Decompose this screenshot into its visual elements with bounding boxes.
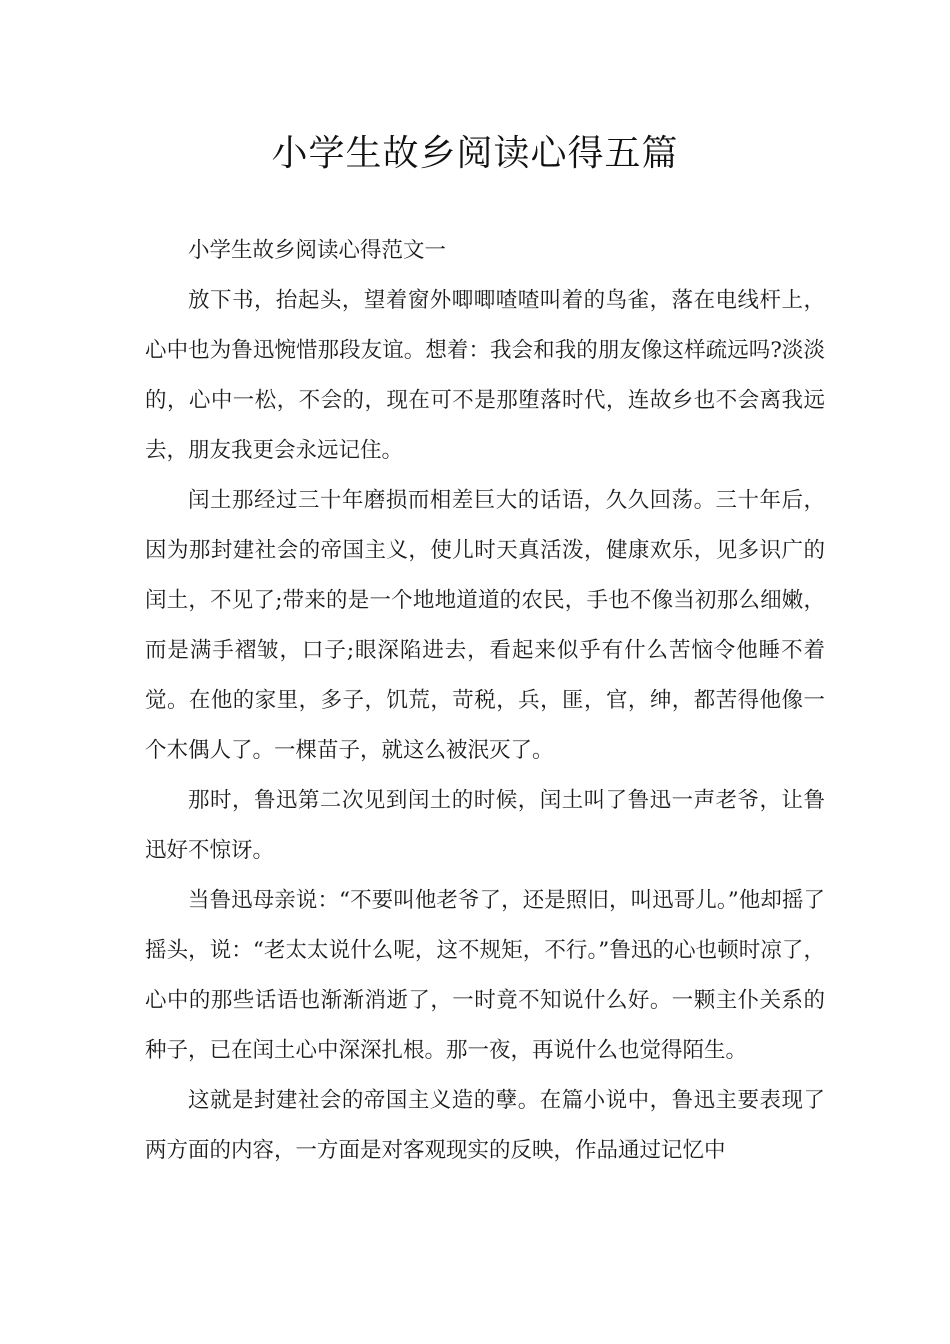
paragraph: 放下书，抬起头，望着窗外唧唧喳喳叫着的鸟雀，落在电线杆上，心中也为鲁迅惋惜那段友谊。想着：我会和我的朋友像这样疏远吗?淡淡的，心中一松，不会的，现在可不是那堕落时代，连故乡也不会离我远去，朋友我更会永远记住。 bbox=[145, 288, 825, 463]
section-heading: 小学生故乡阅读心得范文一 bbox=[188, 238, 447, 263]
paragraph: 那时，鲁迅第二次见到闰土的时候，闰土叫了鲁迅一声老爷，让鲁迅好不惊讶。 bbox=[145, 788, 825, 863]
document-title: 小学生故乡阅读心得五篇 bbox=[271, 133, 679, 174]
paragraph: 当鲁迅母亲说：“不要叫他老爷了，还是照旧，叫迅哥儿。”他却摇了摇头，说：“老太太说什么呢，这不规矩，不行。”鲁迅的心也顿时凉了，心中的那些话语也渐渐消逝了，一时竟不知说什么好。一颗主仆关系的种子，已在闰土心中深深扎根。那一夜，再说什么也觉得陌生。 bbox=[145, 888, 825, 1063]
document-body bbox=[145, 226, 825, 1176]
paragraph: 这就是封建社会的帝国主义造的孽。在篇小说中，鲁迅主要表现了两方面的内容，一方面是对客观现实的反映，作品通过记忆中 bbox=[145, 1088, 825, 1163]
paragraph: 闰土那经过三十年磨损而相差巨大的话语，久久回荡。三十年后，因为那封建社会的帝国主义，使儿时天真活泼，健康欢乐，见多识广的闰土，不见了;带来的是一个地地道道的农民，手也不像当初那么细嫩，而是满手褶皱，口子;眼深陷进去，看起来似乎有什么苦恼令他睡不着觉。在他的家里，多子，饥荒，苛税，兵，匪，官，绅，都苦得他像一个木偶人了。一棵苗子，就这么被泯灭了。 bbox=[145, 488, 825, 763]
